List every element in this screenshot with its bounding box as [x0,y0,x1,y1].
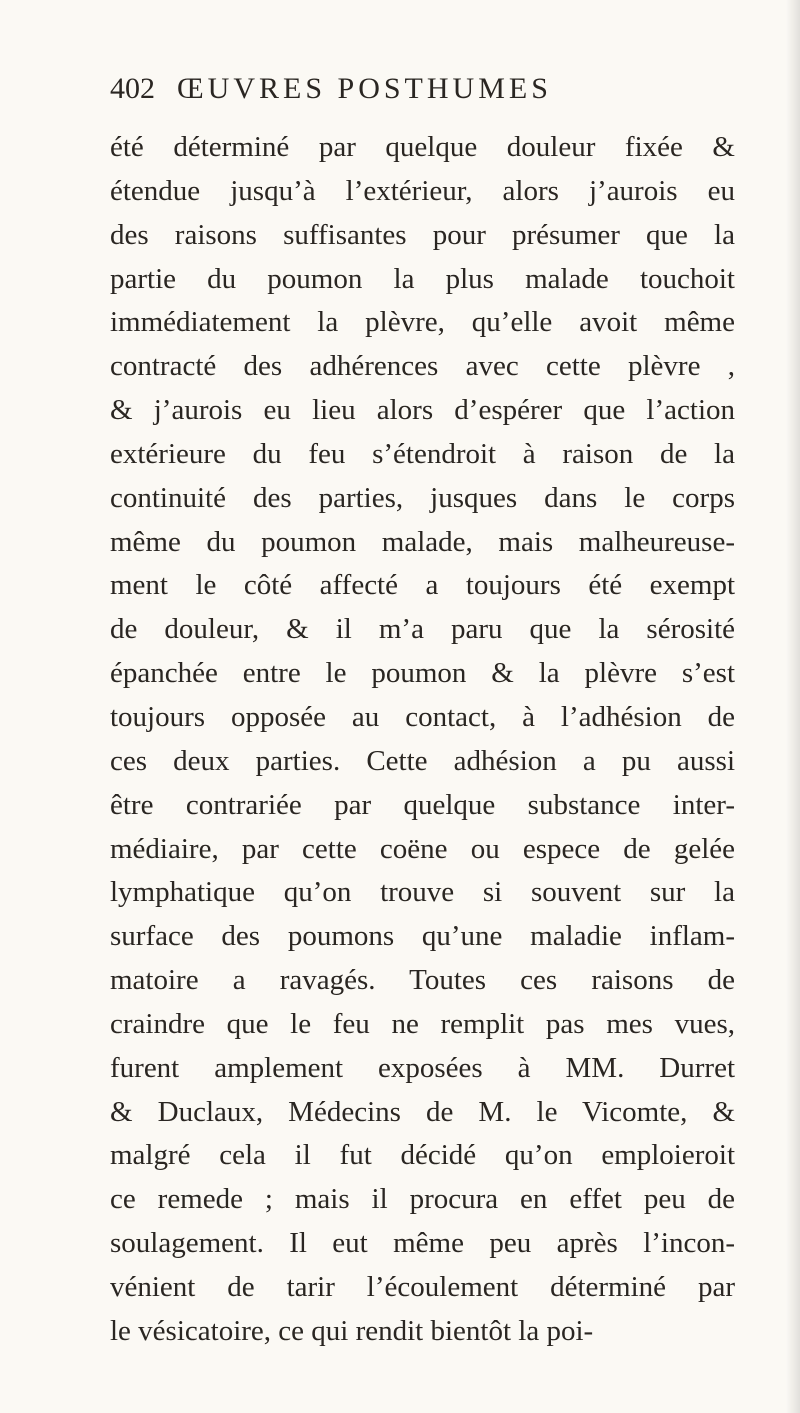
text-line: toujours opposée au contact, à l’adhésion de [110,700,735,733]
text-line: le vésicatoire, ce qui rendit bientôt la poi- [110,1314,594,1347]
running-head [110,72,710,116]
text-line: & Duclaux, Médecins de M. le Vicomte, & [110,1095,735,1128]
text-line: ces deux parties. Cette adhésion a pu aussi [110,744,735,777]
text-line: craindre que le feu ne remplit pas mes vues, [110,1007,735,1040]
text-line: extérieure du feu s’étendroit à raison de la [110,437,735,470]
text-line: matoire a ravagés. Toutes ces raisons de [110,964,735,997]
text-line: furent amplement exposées à MM. Durret [110,1051,735,1084]
page-number: 402 [110,72,155,105]
text-line: des raisons suffisantes pour présumer que la [110,218,735,251]
text-line: malgré cela il fut décidé qu’on emploieroit [110,1139,735,1172]
body-text [110,126,735,1354]
text-line: ce remede ; mais il procura en effet peu de [110,1183,735,1216]
text-line: vénient de tarir l’écoulement déterminé par [110,1270,735,1303]
text-line: partie du poumon la plus malade touchoit [110,262,735,295]
text-line: & j’aurois eu lieu alors d’espérer que l’action [110,394,735,427]
text-line: immédiatement la plèvre, qu’elle avoit même [110,306,735,339]
text-line: surface des poumons qu’une maladie inflam- [110,920,735,953]
running-title: ŒUVRES POSTHUMES [177,72,552,105]
text-line: soulagement. Il eut même peu après l’incon- [110,1227,735,1260]
text-line: ment le côté affecté a toujours été exempt [110,569,735,602]
text-line: été déterminé par quelque douleur fixée & [110,131,735,163]
text-line: de douleur, & il m’a paru que la sérosité [110,613,735,646]
text-line: contracté des adhérences avec cette plèvre , [110,350,735,383]
text-line: lymphatique qu’on trouve si souvent sur la [110,876,735,909]
text-line: continuité des parties, jusques dans le corps [110,481,735,514]
text-line: médiaire, par cette coëne ou espece de gelée [110,832,735,865]
text-line: étendue jusqu’à l’extérieur, alors j’aurois eu [110,174,735,207]
page-edge-shadow [786,0,800,1413]
text-line: être contrariée par quelque substance inter- [110,788,735,821]
text-line: même du poumon malade, mais malheureuse- [110,525,735,558]
text-line: épanchée entre le poumon & la plèvre s’est [110,657,735,690]
